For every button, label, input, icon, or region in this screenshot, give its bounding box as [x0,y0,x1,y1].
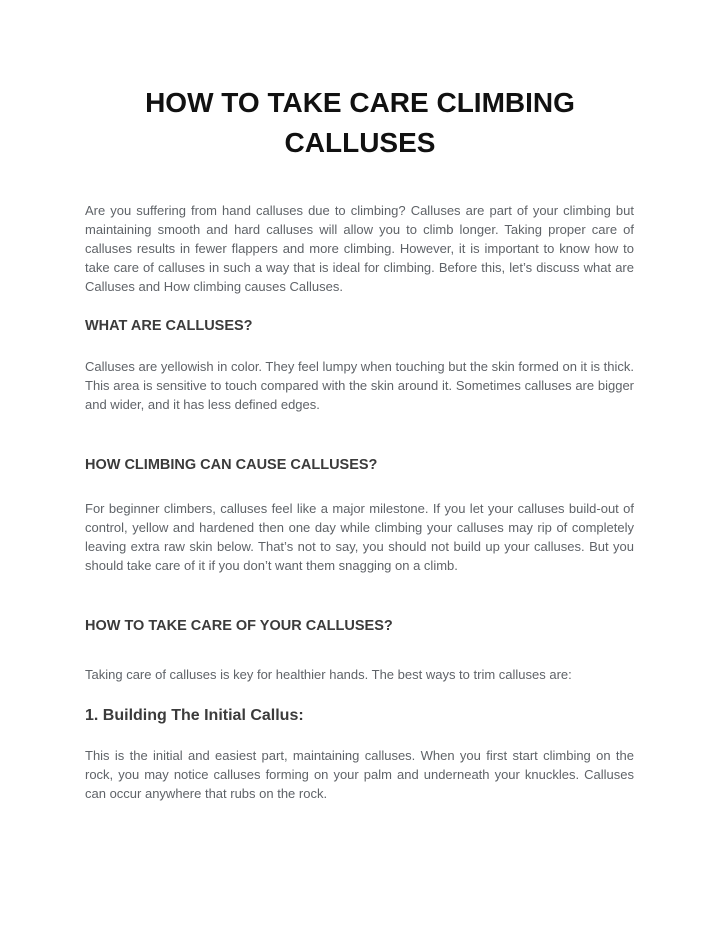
step-heading-building-initial-callus: 1. Building The Initial Callus: [85,707,304,724]
intro-paragraph: Are you suffering from hand calluses due to climbing? Calluses are part of your climbing but maintaining smooth and hard calluses will allow you to climb longer. Taking proper care of calluses results in fewer flappers and more climbing. However, it is important to know how to take care of calluses in such a way that is ideal for climbing. Before this, let’s discuss what are Calluses and How climbing causes Calluses. [85,203,634,294]
section-body-how-to-take-care: Taking care of calluses is key for healthier hands. The best ways to trim calluses are: [85,667,572,682]
section-body-how-climbing-causes: For beginner climbers, calluses feel like a major milestone. If you let your calluses build-out of control, yellow and hardened then one day while climbing your calluses may rip of completely leaving extra raw skin below. That’s not to say, you should not build up your calluses. But you should take care of it if you don’t want them snagging on a climb. [85,501,634,573]
step-body-building-initial-callus: This is the initial and easiest part, maintaining calluses. When you first start climbing on the rock, you may notice calluses forming on your palm and underneath your knuckles. Calluses can occur anywhere that rubs on the rock. [85,748,634,801]
section-heading-how-climbing-causes: HOW CLIMBING CAN CAUSE CALLUSES? [85,457,378,473]
section-heading-what-are-calluses: WHAT ARE CALLUSES? [85,318,253,334]
section-heading-how-to-take-care: HOW TO TAKE CARE OF YOUR CALLUSES? [85,618,393,634]
section-body-what-are-calluses: Calluses are yellowish in color. They feel lumpy when touching but the skin formed on it is thick. This area is sensitive to touch compared with the skin around it. Sometimes calluses are bigger and wider, and it has less defined edges. [85,359,634,412]
page-title: HOW TO TAKE CARE CLIMBING CALLUSES [145,87,575,158]
